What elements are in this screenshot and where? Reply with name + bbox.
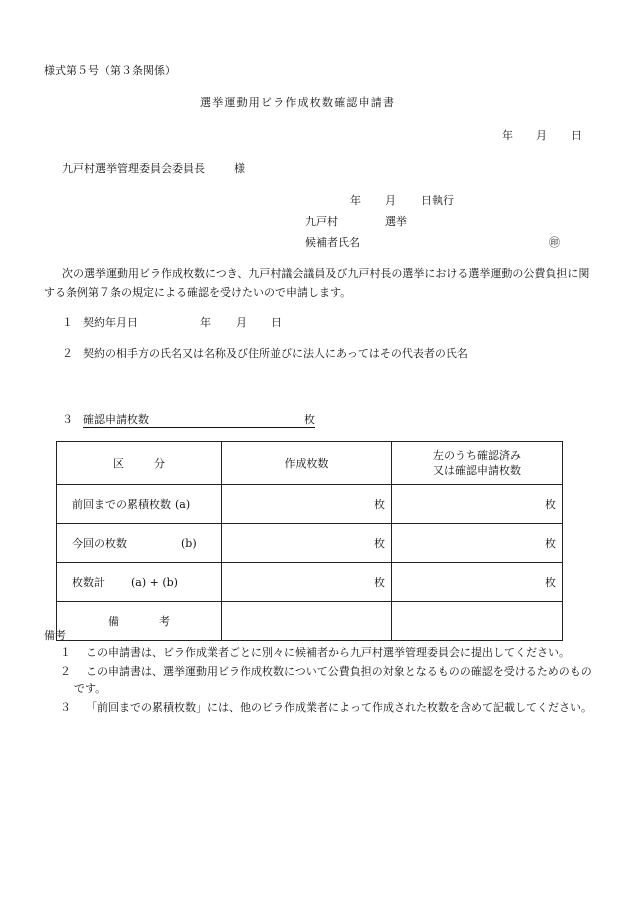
cell-created-cumulative[interactable]: 枚 [222, 485, 392, 524]
date-year: 年 [502, 129, 513, 142]
item3-field[interactable] [83, 413, 315, 428]
note-item [44, 699, 594, 716]
item1-label: 契約年月日 [83, 316, 138, 329]
note-item [44, 663, 594, 697]
header-kubun: 区分 [57, 442, 222, 485]
note-number: ３ [60, 701, 71, 714]
table-row [57, 563, 563, 602]
table-header-row [57, 442, 563, 485]
election-label: 選挙 [385, 215, 407, 228]
item1-number: １ [62, 316, 73, 329]
election-village: 九戸村 [305, 215, 338, 228]
row-label-current: 今回の枚数 (b) [57, 524, 222, 563]
election-year: 年 [350, 194, 361, 207]
note-text: この申請書は、ビラ作成業者ごとに別々に候補者から九戸村選挙管理委員会に提出してください。 [86, 646, 570, 659]
cell-confirmed-current[interactable]: 枚 [392, 524, 563, 563]
date-month: 月 [536, 129, 547, 142]
cell-confirmed-cumulative[interactable]: 枚 [392, 485, 563, 524]
cell-confirmed-total[interactable]: 枚 [392, 563, 563, 602]
header-confirmed-line1: 左のうち確認済み [433, 449, 521, 462]
addressee-honorific: 様 [234, 162, 245, 175]
item3-label: 確認申請枚数 [83, 413, 149, 426]
seal-mark: ㊞ [549, 236, 560, 249]
item2-label: 契約の相手方の氏名又は名称及び住所並びに法人にあってはその代表者の氏名 [83, 347, 468, 360]
note-text: この申請書は、選挙運動用ビラ作成枚数について公費負担の対象となるものの確認を受けるためのものです。 [74, 665, 592, 695]
item1-year: 年 [200, 316, 211, 329]
notes-heading: 備考 [44, 629, 66, 642]
addressee-name: 九戸村選挙管理委員会委員長 [62, 162, 205, 175]
candidate-label: 候補者氏名 [305, 236, 360, 249]
item1-day: 日 [271, 316, 282, 329]
notes-section [44, 628, 594, 718]
body-text: 次の選挙運動用ビラ作成枚数につき、九戸村議会議員及び九戸村長の選挙における選挙運動の公費負担に関する条例第７条の規定による確認を受けたいので申請します。 [44, 267, 590, 299]
count-table [56, 441, 563, 641]
header-created: 作成枚数 [222, 442, 392, 485]
document-title: 選挙運動用ビラ作成枚数確認申請書 [200, 96, 396, 109]
election-day: 日執行 [421, 194, 454, 207]
note-number: １ [60, 646, 71, 659]
header-confirmed [392, 442, 563, 485]
item2-number: ２ [62, 347, 73, 360]
row-label-remarks: 備考 [57, 602, 222, 641]
election-month: 月 [385, 194, 396, 207]
cell-created-current[interactable]: 枚 [222, 524, 392, 563]
note-text: 「前回までの累積枚数」には、他のビラ作成業者によって作成された枚数を含めて記載してください。 [86, 701, 592, 714]
body-paragraph [44, 264, 592, 302]
item3-unit: 枚 [304, 413, 315, 426]
table-row [57, 524, 563, 563]
table-row [57, 485, 563, 524]
note-number: ２ [60, 665, 71, 678]
date-day: 日 [571, 129, 582, 142]
row-label-total: 枚数計 (a) + (b) [57, 563, 222, 602]
item3-number: ３ [62, 413, 73, 426]
cell-created-total[interactable]: 枚 [222, 563, 392, 602]
item1-month: 月 [236, 316, 247, 329]
form-number: 様式第５号（第３条関係） [44, 64, 176, 77]
row-label-cumulative: 前回までの累積枚数 (a) [57, 485, 222, 524]
header-confirmed-line2: 又は確認申請枚数 [433, 464, 521, 477]
note-item [44, 644, 594, 661]
